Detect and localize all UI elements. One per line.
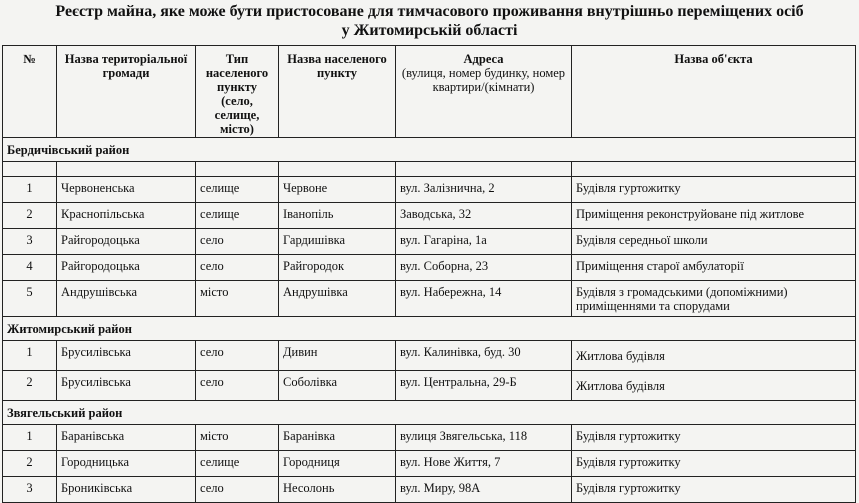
table-row xyxy=(3,281,856,317)
cell-num: 1 xyxy=(3,425,57,451)
cell-type: село xyxy=(196,255,279,281)
table-row xyxy=(3,255,856,281)
district-name: Житомирський район xyxy=(3,317,856,341)
cell-address: вул. Набережна, 14 xyxy=(396,281,572,317)
table-row xyxy=(3,371,856,401)
cell-settlement: Червоне xyxy=(279,177,396,203)
cell-address: вул. Калинівка, буд. 30 xyxy=(396,341,572,371)
header-address xyxy=(396,46,572,138)
cell-type: місто xyxy=(196,425,279,451)
cell-settlement: Гардишівка xyxy=(279,229,396,255)
cell-object: Приміщення реконструйоване під житлове xyxy=(572,203,856,229)
cell-community: Райгородоцька xyxy=(57,255,196,281)
cell-type: селище xyxy=(196,203,279,229)
cell-settlement: Несолонь xyxy=(279,477,396,503)
cell-num: 1 xyxy=(3,177,57,203)
cell-type: село xyxy=(196,341,279,371)
header-address-title: Адреса xyxy=(463,52,504,66)
cell-object: Будівля з громадськими (допоміжними) приміщеннями та спорудами xyxy=(572,281,856,317)
cell-type: село xyxy=(196,229,279,255)
document-title xyxy=(0,2,859,40)
cell-object: Житлова будівля xyxy=(572,341,856,371)
cell-settlement: Дивин xyxy=(279,341,396,371)
cell-community: Брониківська xyxy=(57,477,196,503)
header-num: № xyxy=(3,46,57,138)
cell-community: Червоненська xyxy=(57,177,196,203)
table-row xyxy=(3,229,856,255)
table-row xyxy=(3,341,856,371)
cell-num: 2 xyxy=(3,451,57,477)
cell-num: 4 xyxy=(3,255,57,281)
header-settlement: Назва населеного пункту xyxy=(279,46,396,138)
cell-type: місто xyxy=(196,281,279,317)
cell-settlement: Іванопіль xyxy=(279,203,396,229)
title-line-1: Реєстр майна, яке може бути пристосоване для тимчасового проживання внутрішньо переміщених осіб xyxy=(55,3,804,20)
table-row xyxy=(3,425,856,451)
cell-community: Райгородоцька xyxy=(57,229,196,255)
cell-type: село xyxy=(196,477,279,503)
header-address-sub: (вулиця, номер будинку, номер квартири/(кімнати) xyxy=(401,66,566,94)
cell-settlement: Соболівка xyxy=(279,371,396,401)
district-row xyxy=(3,317,856,341)
district-row xyxy=(3,138,856,162)
cell-num: 3 xyxy=(3,229,57,255)
cell-community: Городницька xyxy=(57,451,196,477)
cell-object: Будівля гуртожитку xyxy=(572,477,856,503)
cell-address: вул. Соборна, 23 xyxy=(396,255,572,281)
cell-num: 3 xyxy=(3,477,57,503)
district-name: Звягельський район xyxy=(3,401,856,425)
cell-object: Будівля гуртожитку xyxy=(572,451,856,477)
cell-object: Будівля гуртожитку xyxy=(572,177,856,203)
cell-object: Будівля середньої школи xyxy=(572,229,856,255)
cell-community: Брусилівська xyxy=(57,341,196,371)
cell-address: вул. Залізнична, 2 xyxy=(396,177,572,203)
cell-num: 5 xyxy=(3,281,57,317)
header-type: Тип населеного пункту (село, селище, місто) xyxy=(196,46,279,138)
cell-address: Заводська, 32 xyxy=(396,203,572,229)
table-row xyxy=(3,203,856,229)
cell-object: Житлова будівля xyxy=(572,371,856,401)
cell-community: Баранівська xyxy=(57,425,196,451)
header-community: Назва територіальної громади xyxy=(57,46,196,138)
cell-num: 2 xyxy=(3,371,57,401)
cell-object: Приміщення старої амбулаторії xyxy=(572,255,856,281)
cell-address: вул. Миру, 98А xyxy=(396,477,572,503)
cell-address: вул. Нове Життя, 7 xyxy=(396,451,572,477)
cell-address: вул. Гагаріна, 1а xyxy=(396,229,572,255)
district-row xyxy=(3,401,856,425)
cell-address: вулиця Звягельська, 118 xyxy=(396,425,572,451)
cell-type: селище xyxy=(196,177,279,203)
title-line-2: у Житомирській області xyxy=(341,22,518,39)
district-name: Бердичівський район xyxy=(3,138,856,162)
cell-community: Брусилівська xyxy=(57,371,196,401)
registry-table xyxy=(2,45,856,503)
cell-community: Краснопільська xyxy=(57,203,196,229)
table-row xyxy=(3,451,856,477)
cell-type: селище xyxy=(196,451,279,477)
cell-community: Андрушівська xyxy=(57,281,196,317)
table-row xyxy=(3,477,856,503)
cell-settlement: Баранівка xyxy=(279,425,396,451)
cell-settlement: Городниця xyxy=(279,451,396,477)
cell-address: вул. Центральна, 29-Б xyxy=(396,371,572,401)
cell-settlement: Райгородок xyxy=(279,255,396,281)
cell-type: село xyxy=(196,371,279,401)
header-row xyxy=(3,46,856,138)
cell-object: Будівля гуртожитку xyxy=(572,425,856,451)
cell-num: 2 xyxy=(3,203,57,229)
cell-settlement: Андрушівка xyxy=(279,281,396,317)
spacer-row xyxy=(3,162,856,177)
cell-num: 1 xyxy=(3,341,57,371)
table-row xyxy=(3,177,856,203)
header-object: Назва об'єкта xyxy=(572,46,856,138)
